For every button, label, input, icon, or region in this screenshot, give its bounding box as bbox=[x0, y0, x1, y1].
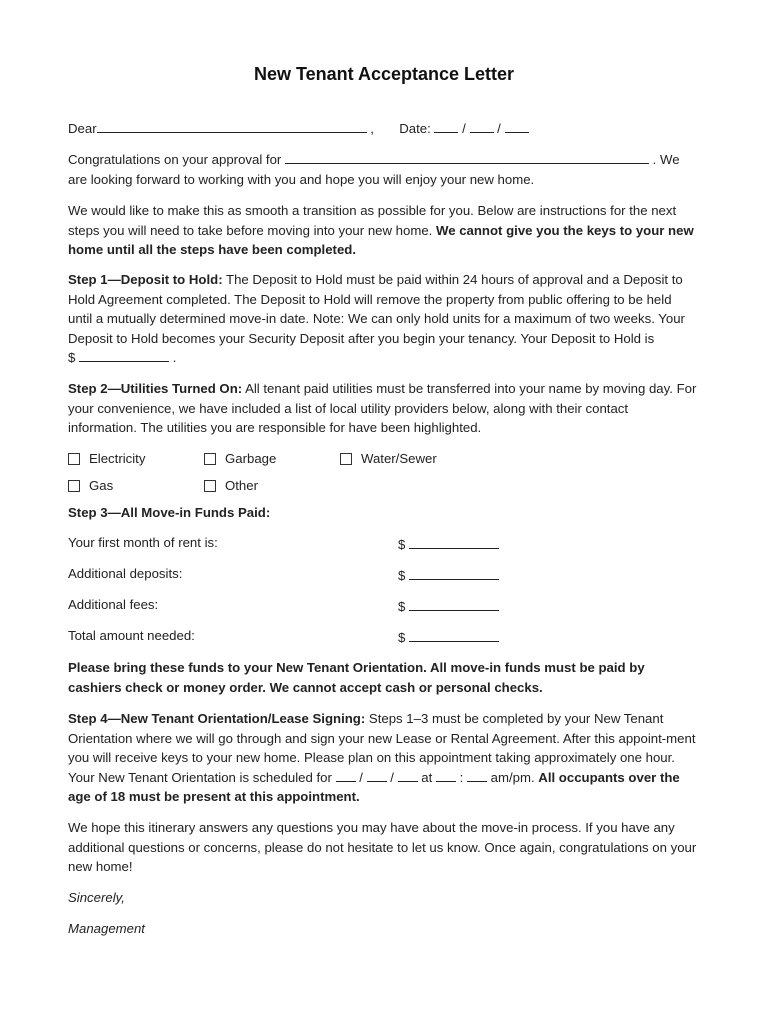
date-month-blank[interactable] bbox=[434, 119, 458, 133]
orientation-day-blank[interactable] bbox=[367, 768, 387, 782]
step1-paragraph bbox=[68, 270, 698, 368]
intro-bold-notice: We cannot give you the keys to your new home until all the steps have been completed. bbox=[68, 222, 694, 258]
deposits-amount-blank[interactable] bbox=[409, 566, 499, 580]
step3-heading: Step 3—All Move-in Funds Paid: bbox=[68, 505, 271, 520]
fees-amount-blank[interactable] bbox=[409, 597, 499, 611]
step1-currency: $ bbox=[68, 350, 76, 366]
utility-checkbox-electricity[interactable] bbox=[68, 451, 145, 466]
utility-checkbox-gas[interactable] bbox=[68, 478, 113, 493]
congrats-prefix: Congratulations on your approval for bbox=[68, 152, 282, 167]
deposit-amount-blank[interactable] bbox=[79, 348, 169, 362]
funds-row-label: Total amount needed: bbox=[68, 628, 195, 643]
utility-checkbox-water-sewer[interactable] bbox=[340, 451, 437, 466]
funds-row-label: Additional fees: bbox=[68, 597, 159, 612]
funds-row-label: Additional deposits: bbox=[68, 566, 183, 581]
intro-paragraph bbox=[68, 201, 698, 260]
intro-text: We would like to make this as smooth a transition as possible for you. Below are instructions for the next steps you will need to take before moving into your new home. bbox=[68, 203, 677, 238]
funds-row-amount: $ bbox=[398, 566, 499, 583]
checkbox-icon[interactable] bbox=[340, 453, 352, 465]
date-year-blank[interactable] bbox=[505, 119, 529, 133]
signoff: Sincerely, bbox=[68, 890, 125, 905]
date-day-blank[interactable] bbox=[470, 119, 494, 133]
funds-row-amount: $ bbox=[398, 628, 499, 645]
checkbox-icon[interactable] bbox=[68, 453, 80, 465]
total-amount-blank[interactable] bbox=[409, 628, 499, 642]
salutation-line bbox=[68, 119, 529, 139]
funds-notice: Please bring these funds to your New Tenant Orientation. All move-in funds must be paid by cashiers check or money order. We cannot accept cash or personal checks. bbox=[68, 660, 645, 695]
utility-label: Electricity bbox=[89, 451, 146, 466]
closing-paragraph: We hope this itinerary answers any questions you may have about the move-in process. If you have any additional questions or concerns, please do not hesitate to let us know. Once again, congratulations on your new home! bbox=[68, 820, 697, 875]
tenant-name-blank[interactable] bbox=[97, 119, 367, 133]
step4-bold-notice: All occupants over the age of 18 must be present at this appointment. bbox=[68, 769, 680, 805]
funds-row-amount: $ bbox=[398, 597, 499, 614]
step2-paragraph bbox=[68, 379, 698, 438]
funds-row-label: Your first month of rent is: bbox=[68, 535, 218, 550]
orientation-hour-blank[interactable] bbox=[436, 768, 456, 782]
step1-heading: Step 1—Deposit to Hold: bbox=[68, 272, 223, 287]
utility-label: Other bbox=[225, 478, 258, 493]
funds-row-amount: $ bbox=[398, 535, 499, 552]
step2-text: All tenant paid utilities must be transferred into your name by moving day. For your convenience, we have included a list of local utility providers below, along with their contact information. The utilities you are responsible for have been highlighted. bbox=[68, 381, 697, 436]
checkbox-icon[interactable] bbox=[204, 480, 216, 492]
step4-heading: Step 4—New Tenant Orientation/Lease Signing: bbox=[68, 711, 366, 726]
utility-label: Water/Sewer bbox=[361, 451, 437, 466]
congrats-suffix: . We bbox=[652, 152, 680, 167]
step4-text: Steps 1–3 must be completed by your New Tenant Orientation where we will go through and sign your new Lease or Rental Agreement. After this appoint-ment you will receive keys to your new home. Please plan on this appointment taking approximately one hour. Your New Tenant Orientation is scheduled for bbox=[68, 711, 696, 785]
letter-title: New Tenant Acceptance Letter bbox=[253, 64, 515, 84]
checkbox-icon[interactable] bbox=[68, 480, 80, 492]
step2-heading: Step 2—Utilities Turned On: bbox=[68, 381, 243, 396]
utility-checkbox-other[interactable] bbox=[204, 478, 258, 493]
date-label: Date: bbox=[399, 121, 431, 136]
date-separator: / bbox=[462, 121, 466, 136]
orientation-month-blank[interactable] bbox=[336, 768, 356, 782]
orientation-year-blank[interactable] bbox=[398, 768, 418, 782]
dear-label: Dear bbox=[68, 121, 97, 136]
property-address-blank[interactable] bbox=[285, 150, 649, 164]
rent-amount-blank[interactable] bbox=[409, 535, 499, 549]
date-separator: / bbox=[497, 121, 501, 136]
signature: Management bbox=[68, 921, 145, 936]
congrats-line-1 bbox=[68, 150, 680, 170]
utility-checkbox-garbage[interactable] bbox=[204, 451, 276, 466]
utility-label: Gas bbox=[89, 478, 114, 493]
step1-text: The Deposit to Hold must be paid within 24 hours of approval and a Deposit to Hold Agreement completed. The Deposit to Hold will remove the property from public offering to be held until a mutually determined move-in date. Note: We can only hold units for a maximum of two weeks. Your Deposit to Hold becomes your Security Deposit after you begin your tenancy. Your Deposit to Hold is bbox=[68, 272, 685, 346]
step4-paragraph: Step 4—New Tenant Orientation/Lease Signing: Steps 1–3 must be completed by your New Tenant Orientation where we will go through and sign your new Lease or Rental Agreement. After this appoint-ment you will receive keys to your new home. Please plan on this appointment taking approximately one hour. Your New Tenant Orientation is scheduled for / / at : am/pm. All occupants over the age of 18 must be present at this appointment. bbox=[68, 711, 696, 805]
utility-label: Garbage bbox=[225, 451, 277, 466]
checkbox-icon[interactable] bbox=[204, 453, 216, 465]
step1-end: . bbox=[172, 350, 177, 366]
dear-comma: , bbox=[370, 121, 374, 136]
congrats-line-2: are looking forward to working with you and hope you will enjoy your new home. bbox=[68, 172, 535, 187]
orientation-minute-blank[interactable] bbox=[467, 768, 487, 782]
